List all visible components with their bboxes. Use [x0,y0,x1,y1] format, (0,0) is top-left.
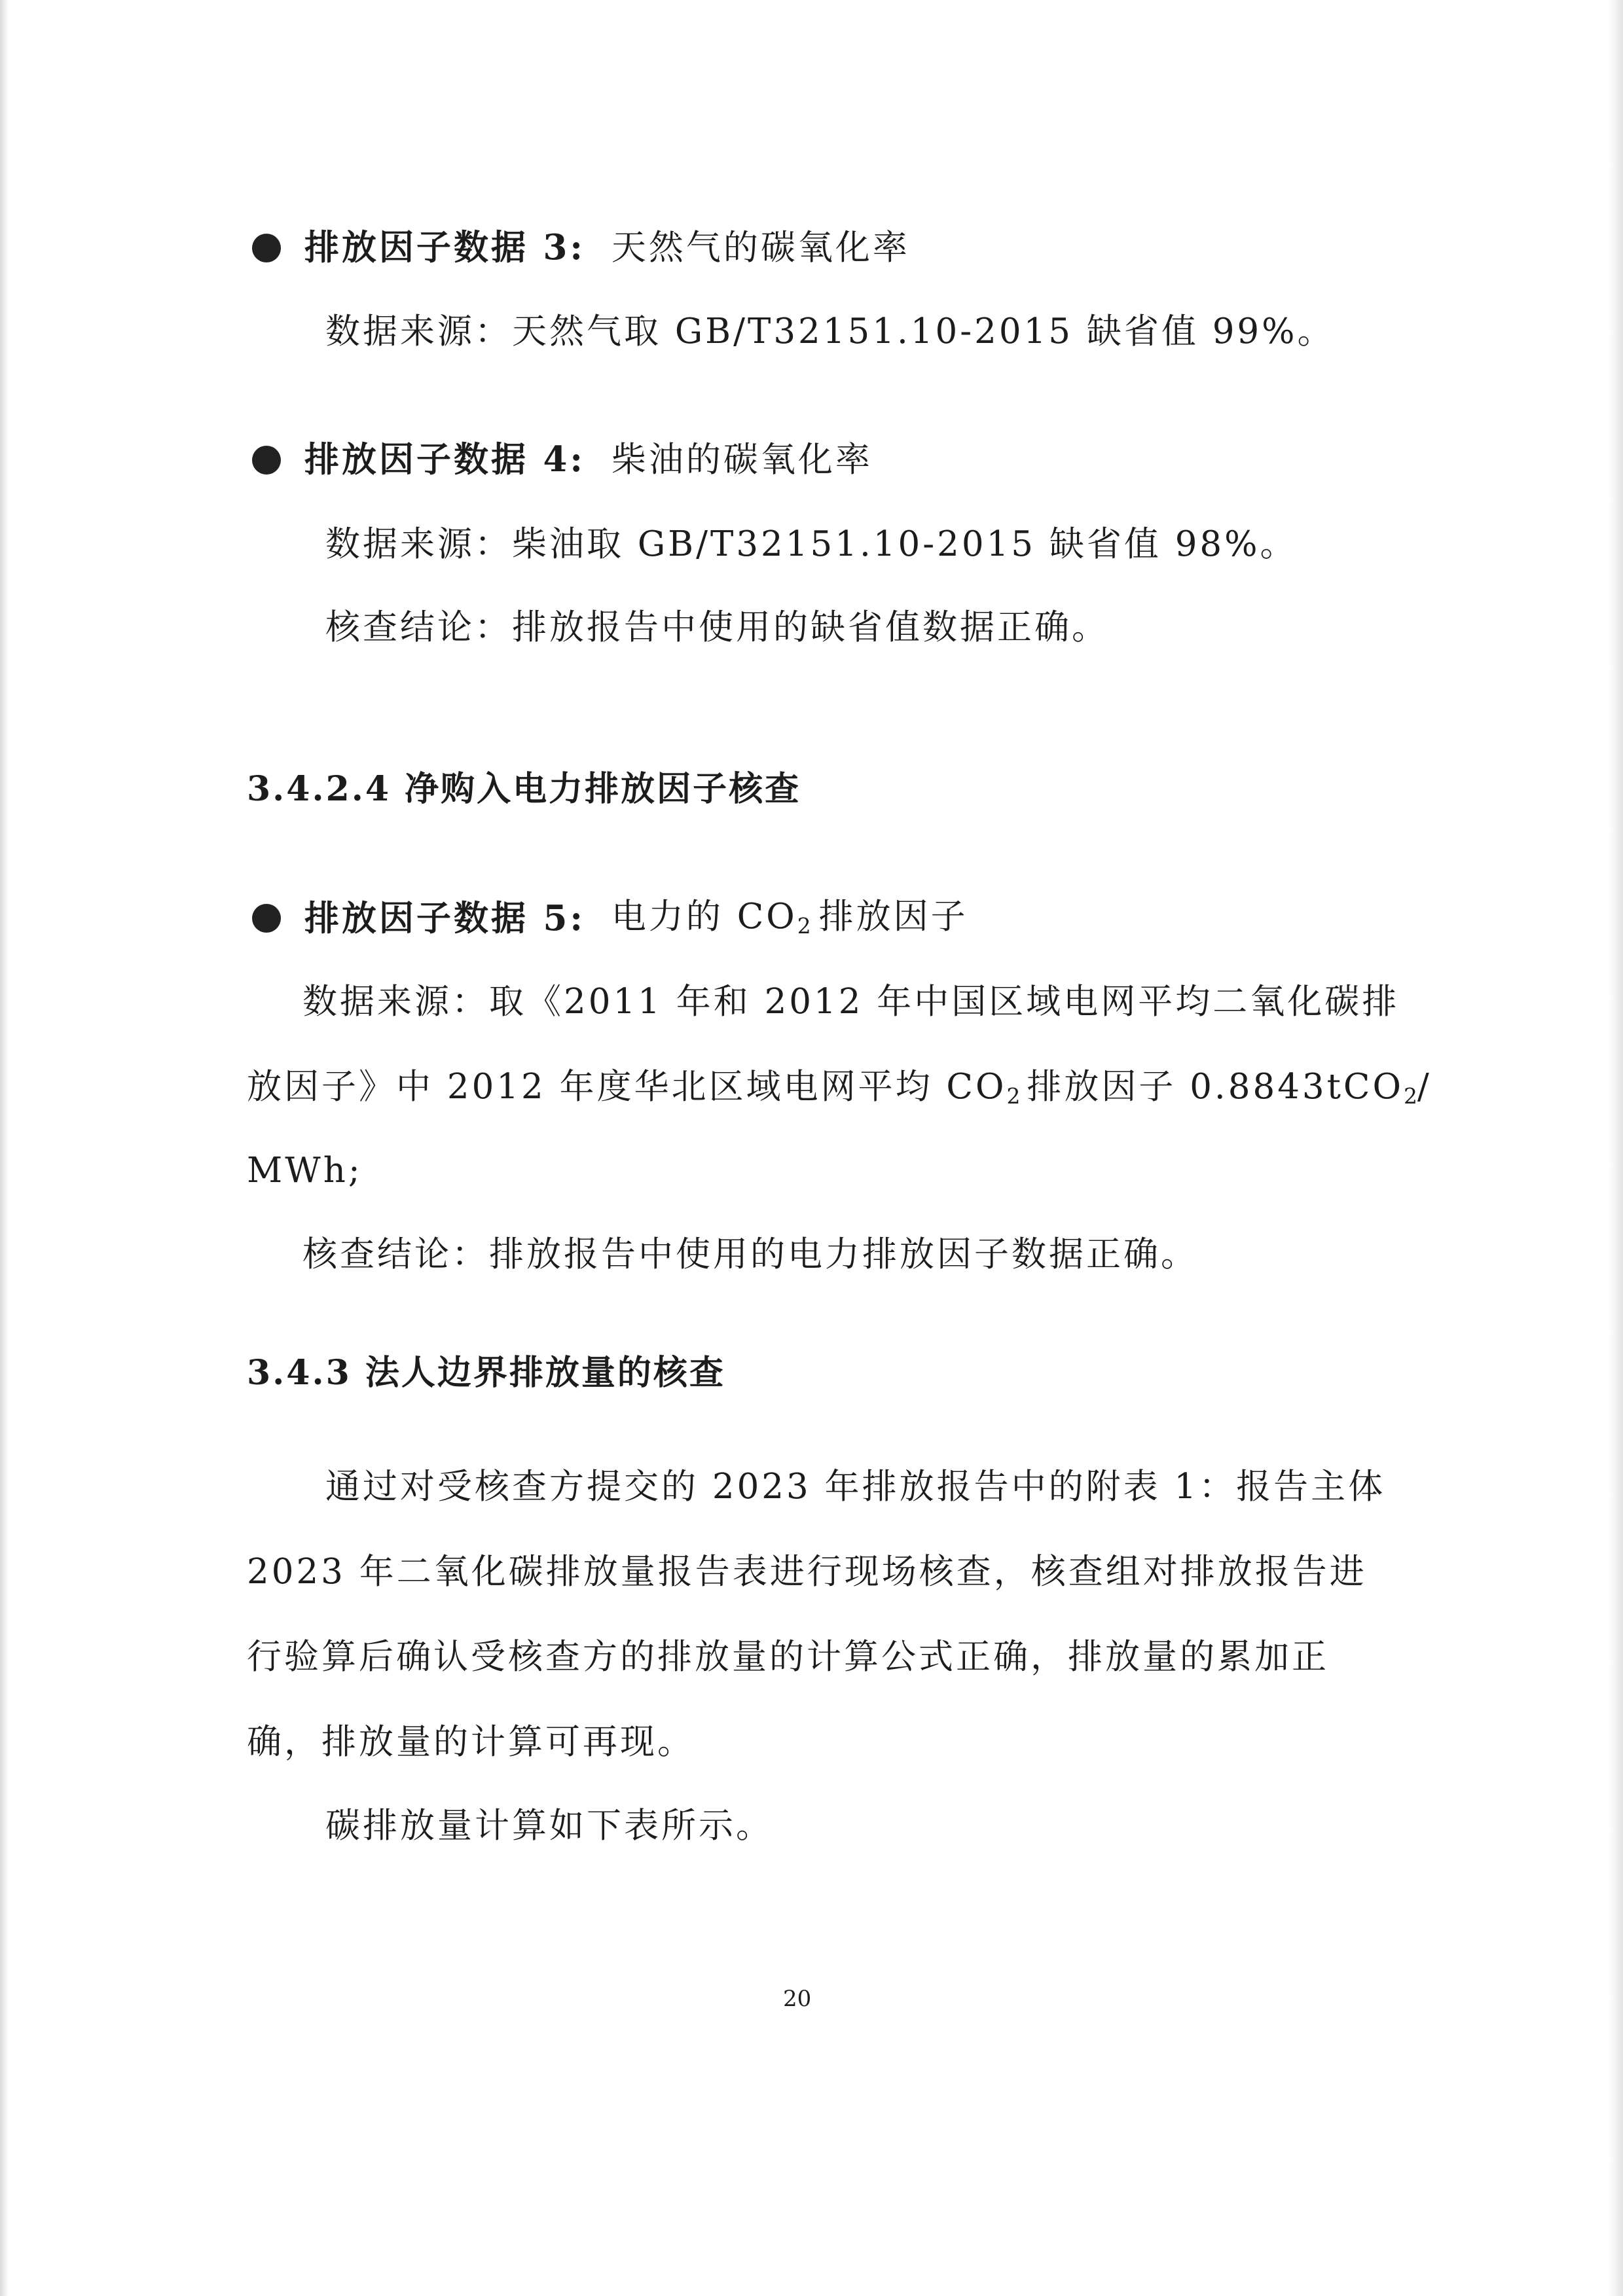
factor-3-text: 天然气的碳氧化率 [611,228,910,268]
factor-5-text: 电力的 $CO_2$ 排放因子 [611,897,968,939]
factor-3-title [252,227,910,268]
factor-5-source-line1: 数据来源：取《2011 年和 2012 年中国区域电网平均二氧化碳排 [302,982,1400,1022]
page-number: 20 [783,1986,812,2012]
paragraph-line-3: 行验算后确认受核查方的排放量的计算公式正确，排放量的累加正 [247,1637,1329,1677]
bullet-icon [252,446,281,475]
paragraph-line-1: 通过对受核查方提交的 2023 年排放报告中的附表 1：报告主体 [325,1467,1386,1507]
paragraph-line-4: 确，排放量的计算可再现。 [247,1722,695,1762]
factor-5-source-line3: MWh; [247,1151,363,1191]
factor-5-conclusion: 核查结论：排放报告中使用的电力排放因子数据正确。 [302,1234,1198,1274]
paragraph-line-2: 2023 年二氧化碳排放量报告表进行现场核查，核查组对排放报告进 [247,1552,1367,1592]
factor-5-label: 排放因子数据 5: [304,897,585,939]
factor-4-label: 排放因子数据 4: [304,439,585,480]
bullet-icon [252,904,281,933]
factor-4-title [252,439,873,480]
bullet-icon [252,234,281,262]
section-3424-heading: 3.4.2.4 净购入电力排放因子核查 [247,769,801,809]
closing-line: 碳排放量计算如下表所示。 [325,1806,773,1846]
scan-edge-right [1609,0,1623,2296]
factor-4-source: 数据来源：柴油取 GB/T32151.10-2015 缺省值 98%。 [325,524,1298,564]
factor-4-text: 柴油的碳氧化率 [611,440,873,480]
factor-4-conclusion: 核查结论：排放报告中使用的缺省值数据正确。 [325,607,1109,647]
factor-5-title [252,899,968,937]
scan-edge-left [0,0,9,2296]
factor-3-source: 数据来源：天然气取 GB/T32151.10-2015 缺省值 99%。 [325,312,1335,351]
section-343-heading: 3.4.3 法人边界排放量的核查 [247,1353,725,1393]
factor-3-label: 排放因子数据 3: [304,227,585,268]
factor-5-source-line2: 放因子》中 2012 年度华北区域电网平均 $CO_2$ 排放因子 0.8843tCO$_2$/ [247,1067,1432,1109]
